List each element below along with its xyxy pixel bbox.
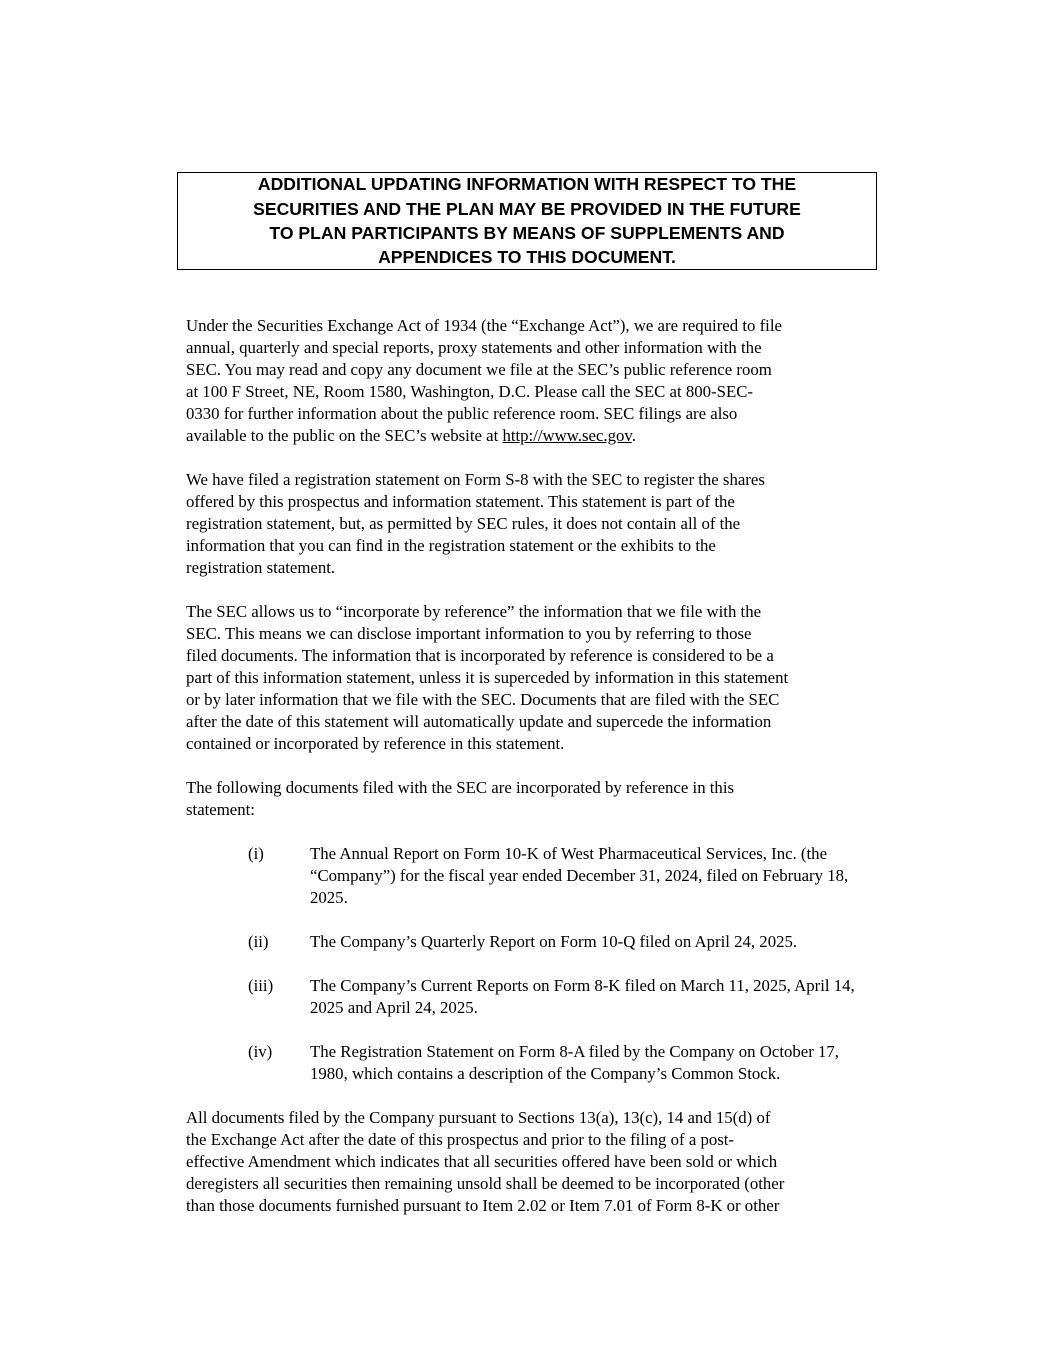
- text-line: part of this information statement, unless it is superceded by information in this statement: [186, 668, 789, 687]
- notice-box: [177, 172, 877, 270]
- list-item: [186, 1041, 926, 1085]
- list-item-number: (i): [248, 844, 264, 863]
- body-text: [186, 315, 926, 1239]
- list-item-text: [310, 1041, 926, 1085]
- text-line: .: [631, 426, 636, 445]
- text-line: information that you can find in the registration statement or the exhibits to the: [186, 536, 716, 555]
- text-line: SEC. You may read and copy any document we file at the SEC’s public reference room: [186, 360, 772, 379]
- text-line: statement:: [186, 800, 255, 819]
- text-line: The Registration Statement on Form 8-A filed by the Company on October 17,: [310, 1042, 839, 1061]
- paragraph-registration: [186, 469, 926, 579]
- sec-website-link[interactable]: http://www.sec.gov: [502, 426, 632, 445]
- text-line: or by later information that we file with the SEC. Documents that are filed with the SEC: [186, 690, 780, 709]
- list-item: [186, 975, 926, 1019]
- notice-line: SECURITIES AND THE PLAN MAY BE PROVIDED IN THE FUTURE: [253, 198, 801, 219]
- list-item-text: [310, 843, 926, 909]
- list-item: [186, 843, 926, 909]
- text-line: “Company”) for the fiscal year ended December 31, 2024, filed on February 18,: [310, 866, 849, 885]
- notice-line: APPENDICES TO THIS DOCUMENT.: [378, 247, 676, 268]
- text-line: Under the Securities Exchange Act of 1934 (the “Exchange Act”), we are required to file: [186, 316, 782, 335]
- text-line: at 100 F Street, NE, Room 1580, Washington, D.C. Please call the SEC at 800-SEC-: [186, 382, 753, 401]
- text-line: available to the public on the SEC’s website at: [186, 426, 503, 445]
- paragraph-following-documents: [186, 777, 926, 821]
- text-line: offered by this prospectus and information statement. This statement is part of the: [186, 492, 735, 511]
- text-line: filed documents. The information that is incorporated by reference is considered to be a: [186, 646, 774, 665]
- paragraph-all-documents: [186, 1107, 926, 1217]
- notice-text: [187, 172, 867, 270]
- notice-line: ADDITIONAL UPDATING INFORMATION WITH RESPECT TO THE: [257, 174, 797, 195]
- text-line: after the date of this statement will automatically update and supercede the information: [186, 712, 772, 731]
- text-line: effective Amendment which indicates that all securities offered have been sold or which: [186, 1152, 778, 1171]
- text-line: The Company’s Quarterly Report on Form 10-Q filed on April 24, 2025.: [310, 932, 798, 951]
- text-line: contained or incorporated by reference in this statement.: [186, 734, 565, 753]
- text-line: 2025.: [310, 888, 348, 907]
- paragraph-exchange-act: [186, 315, 926, 447]
- list-item-text: [310, 931, 926, 953]
- text-line: 2025 and April 24, 2025.: [310, 998, 478, 1017]
- text-line: the Exchange Act after the date of this prospectus and prior to the filing of a post-: [186, 1130, 735, 1149]
- text-line: registration statement, but, as permitted by SEC rules, it does not contain all of the: [186, 514, 741, 533]
- paragraph-incorporate: [186, 601, 926, 755]
- text-line: 1980, which contains a description of the Company’s Common Stock.: [310, 1064, 781, 1083]
- text-line: registration statement.: [186, 558, 336, 577]
- text-line: The following documents filed with the SEC are incorporated by reference in this: [186, 778, 735, 797]
- text-line: All documents filed by the Company pursuant to Sections 13(a), 13(c), 14 and 15(d) of: [186, 1108, 771, 1127]
- text-line: The Company’s Current Reports on Form 8-K filed on March 11, 2025, April 14,: [310, 976, 855, 995]
- text-line: The SEC allows us to “incorporate by reference” the information that we file with the: [186, 602, 762, 621]
- text-line: deregisters all securities then remaining unsold shall be deemed to be incorporated (other: [186, 1174, 785, 1193]
- text-line: than those documents furnished pursuant to Item 2.02 or Item 7.01 of Form 8-K or other: [186, 1196, 780, 1215]
- text-line: The Annual Report on Form 10-K of West Pharmaceutical Services, Inc. (the: [310, 844, 828, 863]
- list-item-number: (iv): [248, 1042, 273, 1061]
- list-item-number: (ii): [248, 932, 269, 951]
- list-item: [186, 931, 926, 953]
- text-line: SEC. This means we can disclose important information to you by referring to those: [186, 624, 752, 643]
- notice-line: TO PLAN PARTICIPANTS BY MEANS OF SUPPLEMENTS AND: [269, 223, 785, 243]
- text-line: We have filed a registration statement on Form S-8 with the SEC to register the shares: [186, 470, 765, 489]
- list-item-number: (iii): [248, 976, 274, 995]
- list-item-text: [310, 975, 926, 1019]
- text-line: annual, quarterly and special reports, proxy statements and other information with the: [186, 338, 762, 357]
- text-line: 0330 for further information about the public reference room. SEC filings are also: [186, 404, 738, 423]
